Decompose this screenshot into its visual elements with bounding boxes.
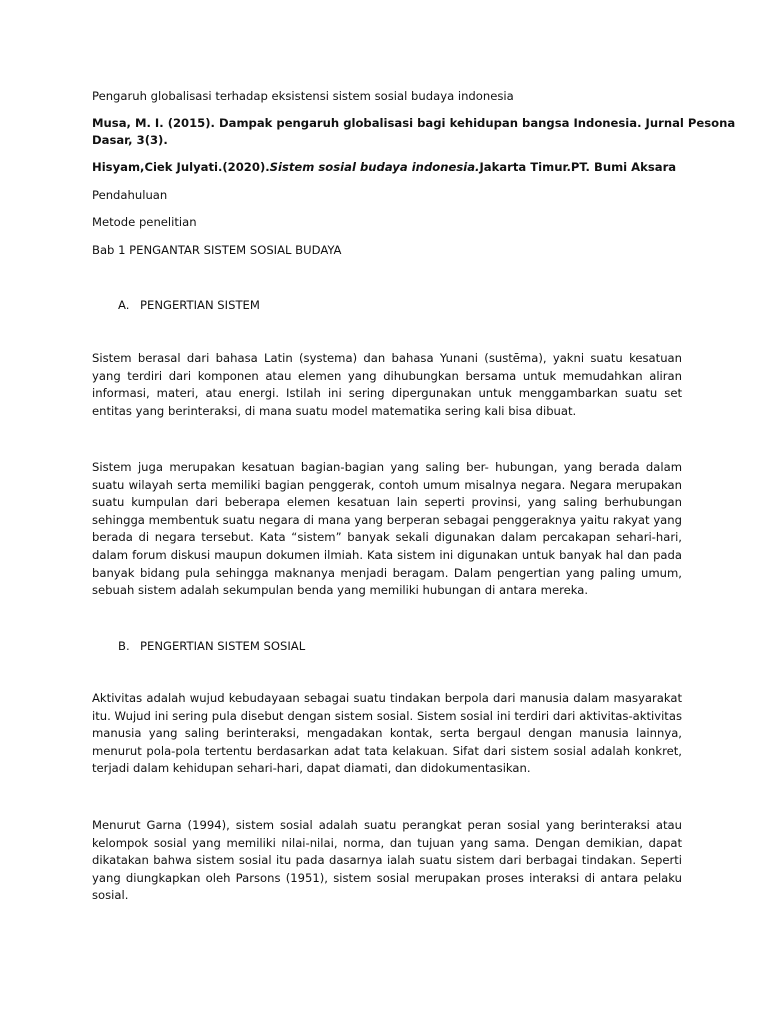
reference-hisyam-publisher: Jakarta Timur.PT. Bumi Aksara bbox=[479, 160, 677, 174]
heading-a-text: PENGERTIAN SISTEM bbox=[140, 298, 260, 312]
reference-musa-line2: Dasar, 3(3). bbox=[92, 133, 168, 147]
heading-a bbox=[118, 297, 260, 314]
heading-a-marker: A. bbox=[118, 298, 130, 312]
paragraph-pengertian-sistem-1: Sistem berasal dari bahasa Latin (systema) dan bahasa Yunani (sustēma), yakni suatu kesatuan yang terdiri dari komponen atau elemen yang dihubungkan bersama untuk memudahkan aliran informasi, materi, atau energi. Istilah ini sering dipergunakan untuk menggambarkan suatu set entitas yang berinteraksi, di mana suatu model matematika sering kali bisa dibuat. bbox=[92, 351, 682, 418]
heading-b bbox=[118, 638, 305, 655]
paragraph-sistem-sosial-2: Menurut Garna (1994), sistem sosial adalah suatu perangkat peran sosial yang berinteraksi atau kelompok sosial yang memiliki nilai-nilai, norma, dan tujuan yang sama. Dengan demikian, dapat dikatakan bahwa sistem sosial itu pada dasarnya ialah suatu sistem dari berbagai tindakan. Seperti yang diungkapkan oleh Parsons (1951), sistem sosial merupakan proses interaksi di antara pelaku sosial. bbox=[92, 818, 682, 903]
reference-hisyam bbox=[92, 159, 676, 176]
reference-hisyam-prefix: Hisyam,Ciek Julyati.(2020). bbox=[92, 160, 270, 174]
heading-b-marker: B. bbox=[118, 639, 130, 653]
reference-hisyam-book-title: Sistem sosial budaya indonesia. bbox=[269, 160, 480, 174]
reference-musa-line1: Musa, M. I. (2015). Dampak pengaruh globalisasi bagi kehidupan bangsa Indonesia. Jurnal Pesona bbox=[92, 116, 736, 130]
section-pendahuluan: Pendahuluan bbox=[92, 188, 168, 202]
heading-b-text: PENGERTIAN SISTEM SOSIAL bbox=[140, 639, 306, 653]
paragraph-sistem-sosial-1: Aktivitas adalah wujud kebudayaan sebagai suatu tindakan berpola dari manusia dalam masyarakat itu. Wujud ini sering pula disebut dengan sistem sosial. Sistem sosial ini terdiri dari aktivitas-aktivitas manusia yang saling berinteraksi, mengadakan kontak, serta bergaul dengan manusia lainnya, menurut pola-pola tertentu berdasarkan adat tata kelakuan. Sifat dari sistem sosial adalah konkret, terjadi dalam kehidupan sehari-hari, dapat diamati, dan didokumentasikan. bbox=[92, 691, 682, 776]
section-metode-penelitian: Metode penelitian bbox=[92, 215, 197, 229]
document-title: Pengaruh globalisasi terhadap eksistensi sistem sosial budaya indonesia bbox=[92, 89, 514, 103]
section-bab-1: Bab 1 PENGANTAR SISTEM SOSIAL BUDAYA bbox=[92, 243, 342, 257]
paragraph-pengertian-sistem-2: Sistem juga merupakan kesatuan bagian-bagian yang saling ber- hubungan, yang berada dalam suatu wilayah serta memiliki bagian penggerak, contoh umum misalnya negara. Negara merupakan suatu kumpulan dari beberapa elemen kesatuan lain seperti provinsi, yang saling berhubungan sehingga membentuk suatu negara di mana yang berperan sebagai penggeraknya yaitu rakyat yang berada di negara tersebut. Kata “sistem” banyak sekali digunakan dalam percakapan sehari-hari, dalam forum diskusi maupun dokumen ilmiah. Kata sistem ini digunakan untuk banyak hal dan pada banyak bidang pula sehingga maknanya menjadi beragam. Dalam pengertian yang paling umum, sebuah sistem adalah sekumpulan benda yang memiliki hubungan di antara mereka. bbox=[92, 460, 682, 598]
